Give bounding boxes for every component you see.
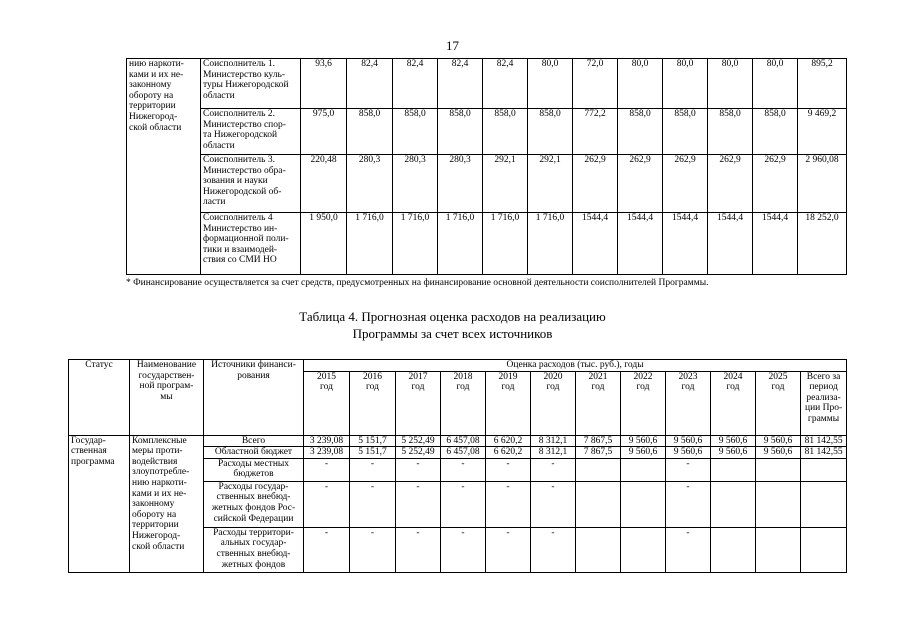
value-cell: -	[486, 458, 531, 481]
value-cell: -	[396, 527, 441, 572]
source-cell: Расходы территори- альных государ- ственных внебюд- жетных фондов	[204, 527, 304, 572]
source-cell: Соисполнитель 2. Министерство спор- та Нижегородской области	[201, 109, 301, 155]
value-cell: 80,0	[708, 59, 753, 109]
value-cell: 280,3	[347, 155, 393, 213]
value-cell: 9 560,6	[666, 435, 711, 447]
header-year: 2025 год	[756, 371, 801, 435]
value-cell: 858,0	[393, 109, 438, 155]
value-cell: 7 867,5	[576, 435, 621, 447]
value-cell: 292,1	[483, 155, 528, 213]
value-cell	[621, 481, 666, 527]
value-cell: 82,4	[438, 59, 483, 109]
value-cell: 80,0	[528, 59, 573, 109]
page-number: 17	[446, 38, 459, 53]
value-cell: -	[350, 481, 396, 527]
value-cell: -	[441, 527, 486, 572]
value-cell	[801, 481, 847, 527]
source-cell: Расходы государ- ственных внебюд- жетных фондов Рос- сийской Федерации	[204, 481, 304, 527]
header-year: 2020 год	[531, 371, 576, 435]
table-header-row	[69, 360, 847, 372]
value-cell: 1 716,0	[393, 213, 438, 275]
table-row	[127, 59, 847, 109]
table-row	[127, 109, 847, 155]
value-cell: -	[304, 481, 350, 527]
value-cell	[756, 527, 801, 572]
value-cell: 1 950,0	[301, 213, 347, 275]
value-cell: 1 716,0	[483, 213, 528, 275]
value-cell: 9 560,6	[756, 447, 801, 459]
value-cell: 280,3	[393, 155, 438, 213]
value-cell	[621, 458, 666, 481]
value-cell: 3 239,08	[304, 435, 350, 447]
source-cell: Соисполнитель 3. Министерство обра- зования и науки Нижегородской об- ласти	[201, 155, 301, 213]
header-name: Наименование государствен- ной програм- мы	[130, 360, 204, 436]
value-cell: -	[350, 458, 396, 481]
value-cell: 80,0	[753, 59, 798, 109]
source-cell: Соисполнитель 1. Министерство куль- туры Нижегородской области	[201, 59, 301, 109]
value-cell: 80,0	[663, 59, 708, 109]
value-cell: 7 867,5	[576, 447, 621, 459]
value-cell: 5 252,49	[396, 435, 441, 447]
value-cell: 81 142,55	[801, 435, 847, 447]
value-cell: 82,4	[347, 59, 393, 109]
value-cell: 262,9	[753, 155, 798, 213]
value-cell: 858,0	[618, 109, 663, 155]
source-cell: Областной бюджет	[204, 447, 304, 459]
value-cell: 8 312,1	[531, 447, 576, 459]
value-cell: 80,0	[618, 59, 663, 109]
table-4-title: Таблица 4. Прогнозная оценка расходов на реализацию Программы за счет всех источников	[299, 309, 606, 341]
value-cell	[711, 458, 756, 481]
value-cell: 262,9	[708, 155, 753, 213]
program-name-cell: Комплексные меры проти- водействия злоупотребле- нию наркоти- ками и их не- законному обороту на территории Нижегород- ской области	[130, 435, 204, 572]
value-cell: -	[666, 458, 711, 481]
source-cell: Всего	[204, 435, 304, 447]
value-cell: 5 151,7	[350, 447, 396, 459]
value-cell: 3 239,08	[304, 447, 350, 459]
value-cell	[711, 527, 756, 572]
header-year: 2017 год	[396, 371, 441, 435]
value-cell: 1 716,0	[438, 213, 483, 275]
header-year: 2022 год	[621, 371, 666, 435]
value-cell: -	[531, 458, 576, 481]
value-cell: -	[304, 458, 350, 481]
value-cell: -	[350, 527, 396, 572]
program-name-cell: нию наркоти- ками и их не- законному обороту на территории Нижегород- ской области	[127, 59, 201, 275]
value-cell: -	[441, 481, 486, 527]
value-cell: 82,4	[483, 59, 528, 109]
value-cell: 9 469,2	[798, 109, 847, 155]
value-cell: 8 312,1	[531, 435, 576, 447]
value-cell: 6 620,2	[486, 435, 531, 447]
header-estimate: Оценка расходов (тыс. руб.), годы	[304, 360, 847, 372]
value-cell	[801, 458, 847, 481]
value-cell: 1544,4	[663, 213, 708, 275]
table-row	[127, 155, 847, 213]
header-status: Статус	[69, 360, 130, 436]
value-cell: 81 142,55	[801, 447, 847, 459]
value-cell: 858,0	[708, 109, 753, 155]
value-cell: 9 560,6	[756, 435, 801, 447]
value-cell: 1544,4	[573, 213, 618, 275]
header-total: Всего за период реализа- ции Про- граммы	[801, 371, 847, 435]
value-cell	[756, 458, 801, 481]
value-cell: 220,48	[301, 155, 347, 213]
value-cell: 858,0	[753, 109, 798, 155]
value-cell: 1 716,0	[528, 213, 573, 275]
value-cell: 1544,4	[708, 213, 753, 275]
header-year: 2016 год	[350, 371, 396, 435]
value-cell: -	[304, 527, 350, 572]
table-row	[127, 213, 847, 275]
table-row	[69, 435, 847, 447]
value-cell: -	[666, 481, 711, 527]
value-cell: 6 457,08	[441, 435, 486, 447]
value-cell: 858,0	[483, 109, 528, 155]
source-cell: Расходы местных бюджетов	[204, 458, 304, 481]
value-cell: 9 560,6	[666, 447, 711, 459]
header-year: 2021 год	[576, 371, 621, 435]
value-cell: 262,9	[573, 155, 618, 213]
value-cell: 5 252,49	[396, 447, 441, 459]
value-cell	[621, 527, 666, 572]
value-cell: 858,0	[438, 109, 483, 155]
header-year: 2018 год	[441, 371, 486, 435]
header-source: Источники финанси- рования	[204, 360, 304, 436]
value-cell	[711, 481, 756, 527]
value-cell: 262,9	[618, 155, 663, 213]
value-cell	[576, 481, 621, 527]
value-cell: 858,0	[528, 109, 573, 155]
value-cell: 262,9	[663, 155, 708, 213]
source-cell: Соисполнитель 4 Министерство ин- формационной поли- тики и взаимодей- ствия со СМИ НО	[201, 213, 301, 275]
value-cell	[576, 458, 621, 481]
table-3-continuation	[126, 58, 847, 275]
value-cell: -	[486, 481, 531, 527]
status-cell: Государ- ственная программа	[69, 435, 130, 572]
value-cell: 9 560,6	[621, 435, 666, 447]
value-cell: -	[666, 527, 711, 572]
value-cell: -	[396, 458, 441, 481]
value-cell: 9 560,6	[621, 447, 666, 459]
value-cell: 975,0	[301, 109, 347, 155]
table-4-forecast	[68, 359, 847, 573]
value-cell: -	[486, 527, 531, 572]
value-cell: 72,0	[573, 59, 618, 109]
value-cell: 9 560,6	[711, 447, 756, 459]
footnote: * Финансирование осуществляется за счет средств, предусмотренных на финансирование основной деятельности соисполнителей Программы.	[126, 278, 709, 288]
value-cell	[756, 481, 801, 527]
value-cell: 18 252,0	[798, 213, 847, 275]
value-cell: 1 716,0	[347, 213, 393, 275]
value-cell: 93,6	[301, 59, 347, 109]
value-cell: 2 960,08	[798, 155, 847, 213]
header-year: 2015 год	[304, 371, 350, 435]
value-cell: 1544,4	[618, 213, 663, 275]
value-cell: 9 560,6	[711, 435, 756, 447]
header-year: 2024 год	[711, 371, 756, 435]
header-year: 2019 год	[486, 371, 531, 435]
value-cell: -	[531, 527, 576, 572]
value-cell: 895,2	[798, 59, 847, 109]
header-year: 2023 год	[666, 371, 711, 435]
value-cell: 6 457,08	[441, 447, 486, 459]
value-cell: 772,2	[573, 109, 618, 155]
value-cell: 1544,4	[753, 213, 798, 275]
value-cell: 280,3	[438, 155, 483, 213]
value-cell	[801, 527, 847, 572]
value-cell: -	[396, 481, 441, 527]
value-cell: -	[531, 481, 576, 527]
value-cell: 5 151,7	[350, 435, 396, 447]
value-cell: 858,0	[663, 109, 708, 155]
value-cell	[576, 527, 621, 572]
value-cell: 292,1	[528, 155, 573, 213]
value-cell: 82,4	[393, 59, 438, 109]
value-cell: 6 620,2	[486, 447, 531, 459]
value-cell: -	[441, 458, 486, 481]
value-cell: 858,0	[347, 109, 393, 155]
